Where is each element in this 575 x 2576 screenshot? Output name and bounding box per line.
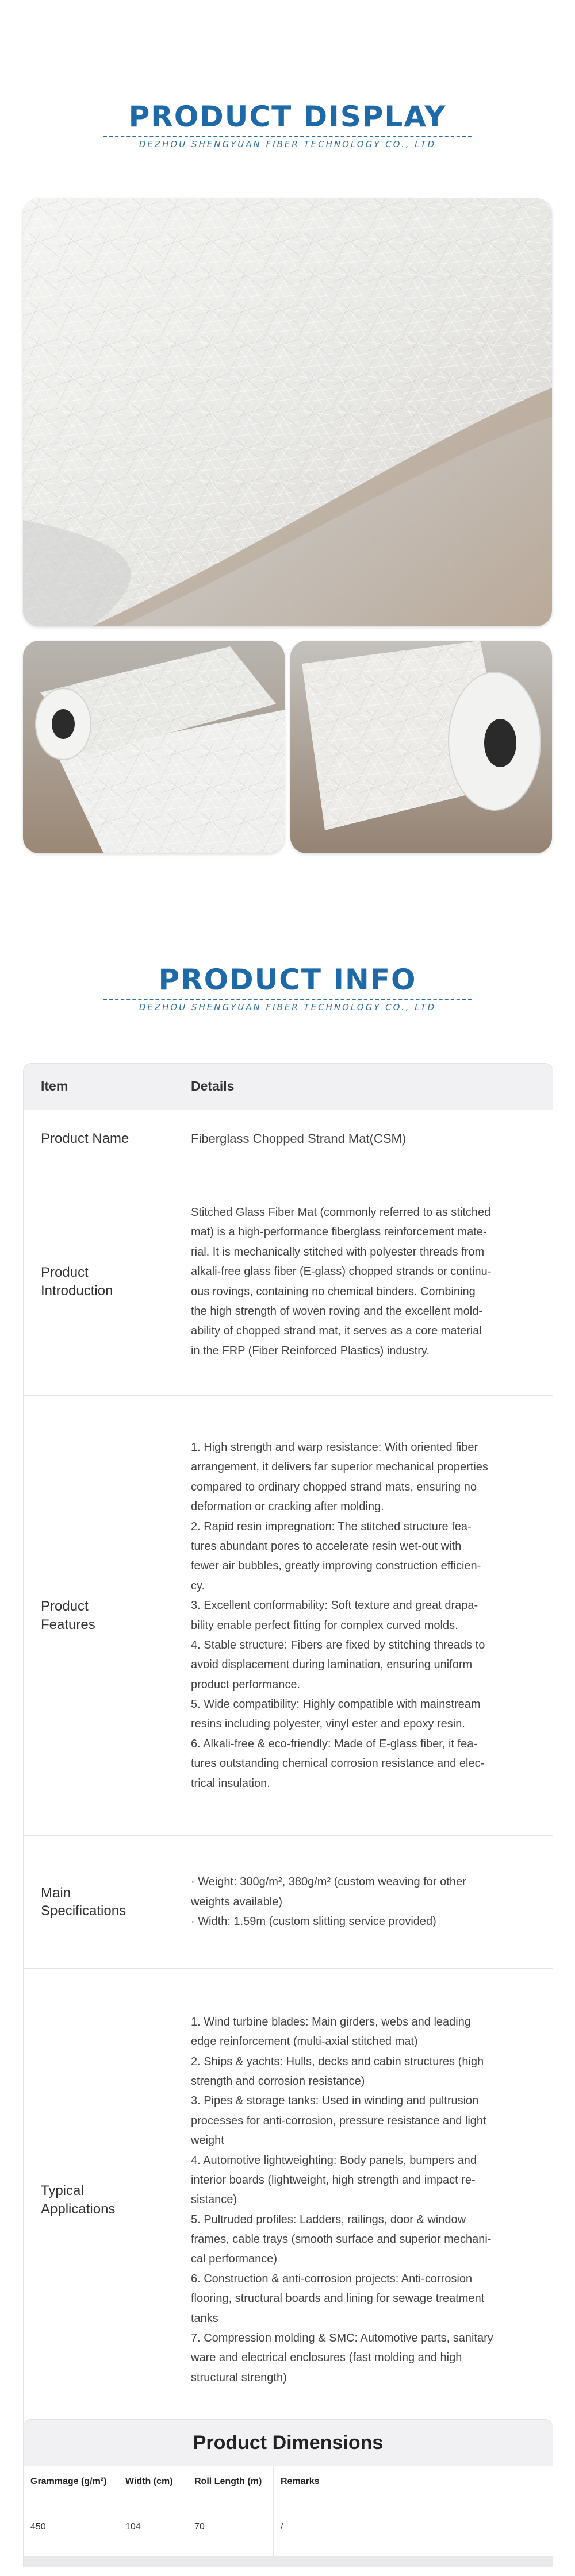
label-features [24,1396,172,1835]
text-line: ous rovings, containing no chemical binders. Combining [191,1285,476,1298]
text-line: alkali-free glass fiber (E-glass) chopped strands or continu- [191,1265,492,1279]
value-applications [172,1969,553,2431]
text-line: Introduction [41,1283,113,1299]
text-line: ware and electrical enclosures (fast molding and high [191,2351,462,2365]
text-line: flooring, structural boards and lining for sewage treatment [191,2292,485,2305]
text-line: Main [41,1885,71,1901]
value-product-name: Fiberglass Chopped Strand Mat(CSM) [191,1131,407,1146]
text-line: 5. Wide compatibility: Highly compatible with mainstream [191,1698,481,1711]
text-line: processes for anti-corrosion, pressure resistance and light [191,2114,486,2127]
text-line: Product [41,1265,89,1281]
text-line: rial. It is mechanically stitched with polyester threads from [191,1245,485,1258]
text-line: avoid displacement during lamination, ensuring uniform [191,1658,473,1672]
text-line: trical insulation. [191,1777,270,1790]
title-divider [103,136,471,137]
text-line: 1. Wind turbine blades: Main girders, webs and leading [191,2015,471,2028]
label-product-name: Product Name [24,1110,172,1168]
text-line: compared to ordinary chopped strand mats, ensuring no [191,1480,477,1493]
text-line: Typical [41,2183,84,2199]
fiberglass-mat-image [23,198,552,626]
text-line: frames, cable trays (smooth surface and superior mechani- [191,2233,492,2246]
text-line: 6. Alkali-free & eco-friendly: Made of E-glass fiber, it fea- [191,1737,477,1750]
header-details: Details [191,1079,235,1094]
text-line: tures outstanding chemical corrosion resistance and elec- [191,1757,485,1770]
label-introduction [24,1168,172,1395]
text-line: sistance) [191,2193,237,2207]
text-line: product performance. [191,1678,301,1691]
text-line: strength and corrosion resistance) [191,2074,365,2088]
text-line: Features [41,1616,95,1632]
table-row-introduction [24,1168,553,1395]
cell-roll-length: 70 [187,2498,274,2556]
fiberglass-roll-image [23,641,285,853]
title-divider [103,999,471,1000]
product-dimensions-table [23,2419,553,2567]
text-line: tanks [191,2312,218,2325]
text-line: bility enable perfect fitting for complex curved molds. [191,1619,458,1632]
column-header: Roll Length (m) [187,2466,274,2498]
column-header: Remarks [281,2477,320,2486]
product-info-header [0,965,575,1012]
text-line: the high strength of woven roving and the excellent mold- [191,1304,482,1318]
cell-width: 104 [118,2498,187,2556]
text-line: mat) is a high-performance fiberglass reinforcement mate- [191,1226,487,1239]
text-line: arrangement, it delivers far superior mechanical properties [191,1461,488,1474]
text-line: 3. Pipes & storage tanks: Used in winding and pultrusion [191,2094,479,2108]
text-line: weights available) [191,1895,282,1908]
text-line: weight [191,2134,224,2147]
table-row [24,2498,553,2556]
text-line: Applications [41,2201,116,2217]
value-specifications [172,1836,553,1968]
text-line: 4. Stable structure: Fibers are fixed by stitching threads to [191,1638,485,1651]
text-line: structural strength) [191,2371,287,2384]
text-line: 4. Automotive lightweighting: Body panels, bumpers and [191,2154,477,2167]
table-row-features [24,1395,553,1835]
text-line: cy. [191,1579,205,1592]
text-line: tures abundant pores to accelerate resin wet-out with [191,1539,462,1553]
text-line: resins including polyester, vinyl ester and epoxy resin. [191,1718,465,1731]
header-item: Item [24,1064,172,1110]
table-row-specifications [24,1835,553,1968]
text-line: Stitched Glass Fiber Mat (commonly referred to as stitched [191,1206,491,1219]
column-header: Grammage (g/m²) [24,2466,118,2498]
product-info-table [23,1063,553,2432]
roll-photo-left [23,641,285,853]
dimensions-header-row [24,2466,553,2498]
cell-remarks: / [281,2522,283,2532]
table-row-product-name [24,1110,553,1168]
product-display-title: PRODUCT DISPLAY [128,100,447,133]
text-line: · Width: 1.59m (custom slitting service provided) [191,1915,436,1928]
text-line: 3. Excellent conformability: Soft texture and great drapa- [191,1599,478,1612]
cell-grammage: 450 [24,2498,118,2556]
table-footer-bar [24,2556,553,2567]
text-line: 5. Pultruded profiles: Ladders, railings, door & window [191,2213,466,2226]
text-line: interior boards (lightweight, high strength and impact re- [191,2173,476,2186]
text-line: 6. Construction & anti-corrosion projects: Anti-corrosion [191,2272,473,2285]
value-introduction [172,1168,553,1395]
main-product-photo [23,198,552,626]
label-applications [24,1969,172,2431]
roll-photo-right [290,641,552,853]
table-row-applications [24,1968,553,2431]
product-info-subtitle: DEZHOU SHENGYUAN FIBER TECHNOLOGY CO., LTD [139,1002,436,1012]
product-info-title: PRODUCT INFO [158,963,417,996]
column-header: Width (cm) [118,2466,187,2498]
value-features [172,1396,553,1835]
text-line: Specifications [41,1903,126,1919]
label-specifications [24,1836,172,1968]
dimensions-title: Product Dimensions [24,2420,553,2466]
text-line: Product [41,1599,89,1615]
text-line: cal performance) [191,2252,278,2266]
text-line: · Weight: 300g/m², 380g/m² (custom weaving for other [191,1876,466,1889]
product-display-header [0,102,575,149]
text-line: edge reinforcement (multi-axial stitched mat) [191,2035,418,2049]
text-line: deformation or cracking after molding. [191,1500,384,1514]
fiberglass-roll-closeup-image [290,641,552,853]
text-line: 1. High strength and warp resistance: With oriented fiber [191,1441,478,1454]
text-line: 2. Rapid resin impregnation: The stitched structure fea- [191,1520,471,1533]
product-display-subtitle: DEZHOU SHENGYUAN FIBER TECHNOLOGY CO., LTD [139,139,436,149]
text-line: 2. Ships & yachts: Hulls, decks and cabin structures (high [191,2055,484,2068]
text-line: fewer air bubbles, greatly improving construction efficien- [191,1560,481,1573]
text-line: ability of chopped strand mat, it serves as a core material [191,1324,482,1338]
table-header-row [24,1064,553,1110]
text-line: in the FRP (Fiber Reinforced Plastics) industry. [191,1344,430,1357]
text-line: 7. Compression molding & SMC: Automotive parts, sanitary [191,2332,493,2345]
